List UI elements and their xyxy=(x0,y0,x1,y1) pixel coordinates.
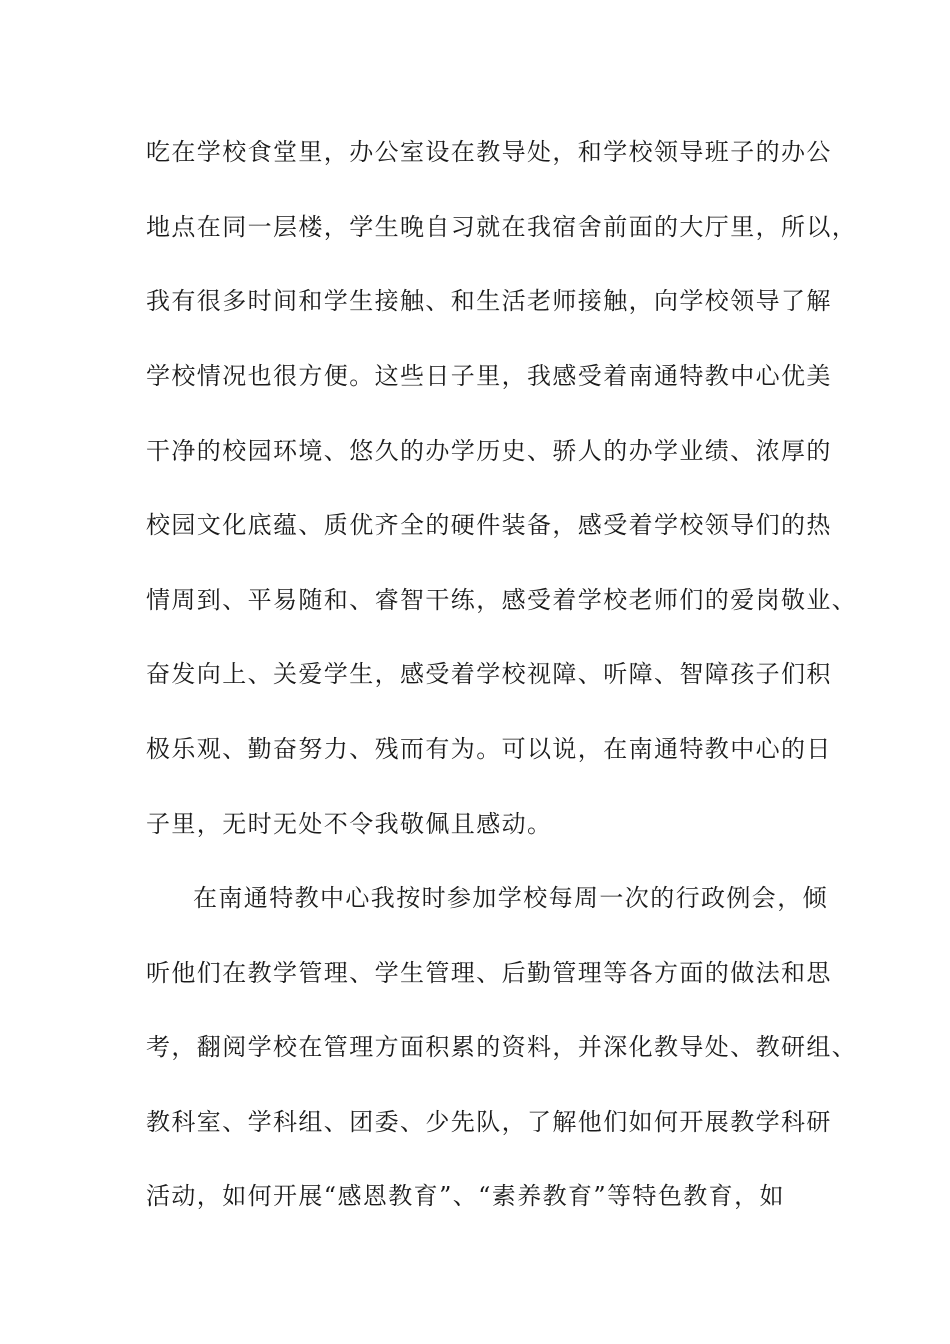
text-line: 极乐观、勤奋努力、残而有为。可以说，在南通特教中心的日 xyxy=(146,735,832,763)
text-line: 听他们在教学管理、学生管理、后勤管理等各方面的做法和思 xyxy=(146,959,832,987)
text-line: 地点在同一层楼，学生晚自习就在我宿舍前面的大厅里，所以， xyxy=(146,213,858,241)
text-line: 考，翻阅学校在管理方面积累的资料，并深化教导处、教研组、 xyxy=(146,1033,858,1061)
text-line: 干净的校园环境、悠久的办学历史、骄人的办学业绩、浓厚的 xyxy=(146,437,832,465)
text-line: 活动，如何开展“感恩教育”、“素养教育”等特色教育，如 xyxy=(146,1182,785,1210)
text-line: 教科室、学科组、团委、少先队，了解他们如何开展教学科研 xyxy=(146,1108,832,1136)
text-line: 奋发向上、关爱学生，感受着学校视障、听障、智障孩子们积 xyxy=(146,660,832,688)
text-line: 学校情况也很方便。这些日子里，我感受着南通特教中心优美 xyxy=(146,362,832,390)
text-line: 我有很多时间和学生接触、和生活老师接触，向学校领导了解 xyxy=(146,287,832,315)
text-line: 校园文化底蕴、质优齐全的硬件装备，感受着学校领导们的热 xyxy=(146,511,832,539)
text-line: 子里，无时无处不令我敬佩且感动。 xyxy=(146,810,553,838)
text-line: 吃在学校食堂里，办公室设在教导处，和学校领导班子的办公 xyxy=(146,138,832,166)
text-line: 情周到、平易随和、睿智干练，感受着学校老师们的爱岗敬业、 xyxy=(146,586,858,614)
text-line: 在南通特教中心我按时参加学校每周一次的行政例会，倾 xyxy=(193,884,828,912)
